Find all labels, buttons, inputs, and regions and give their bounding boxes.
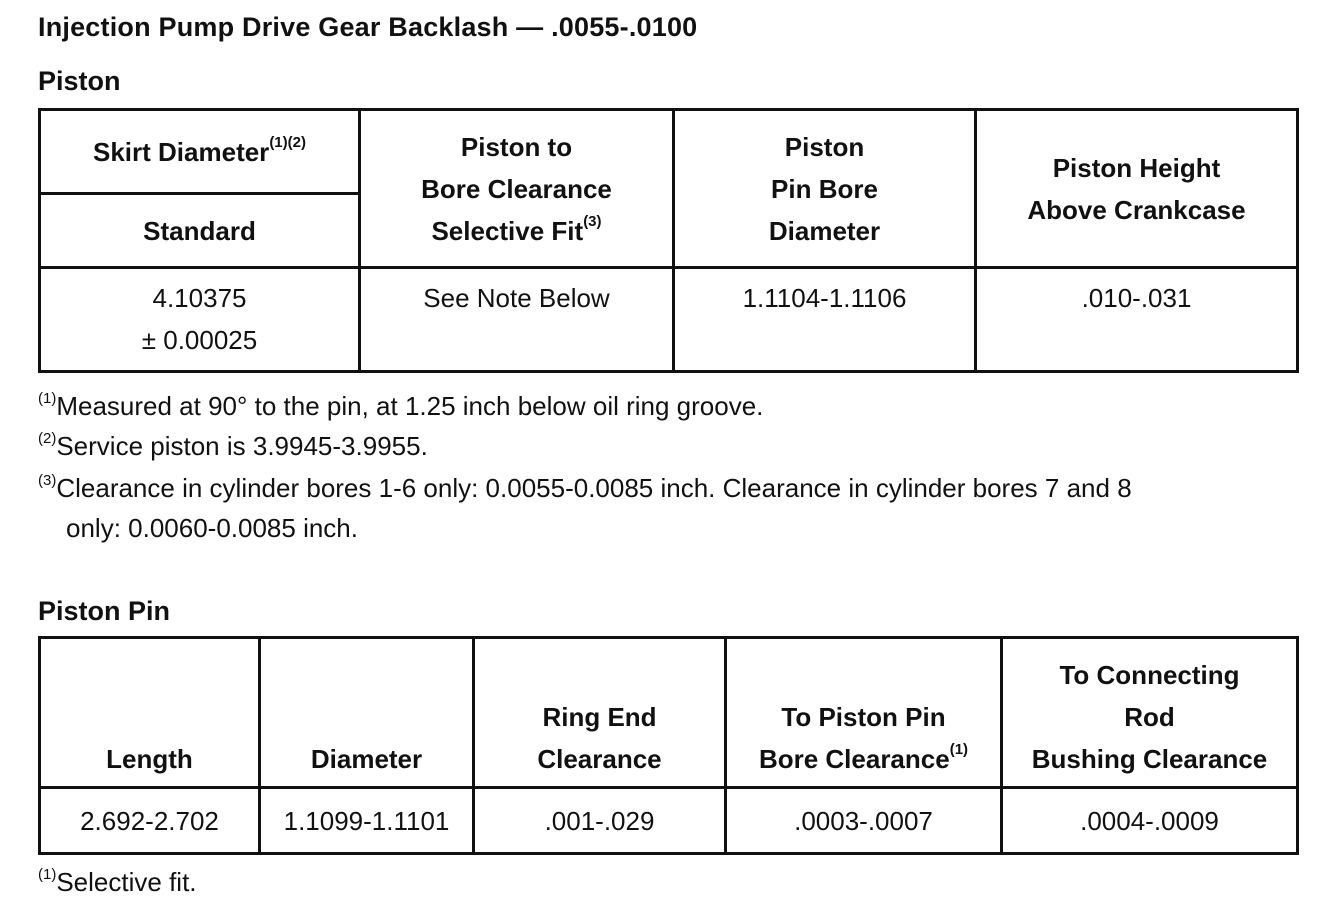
piston-pin-table	[38, 636, 1299, 855]
length-header: Length	[40, 638, 260, 788]
piston-table	[38, 108, 1299, 373]
page-title: Injection Pump Drive Gear Backlash — .0055-.0100	[38, 12, 698, 42]
piston-footnote-2: $^{(2)}$Service piston is 3.9945-3.9955.	[38, 430, 428, 461]
pin-bore-diameter-header: Piston Pin Bore Diameter	[674, 110, 976, 268]
piston-to-bore-header: Piston to Bore Clearance Selective Fit$^{(3)}$	[360, 110, 674, 268]
pin-bore-clearance-header: To Piston Pin Bore Clearance$^{(1)}$	[726, 638, 1002, 788]
standard-value: 4.10375 ± 0.00025	[40, 268, 360, 372]
ring-end-clearance-header: Ring End Clearance	[474, 638, 726, 788]
piston-height-value: .010-.031	[976, 268, 1298, 372]
piston-to-bore-value: See Note Below	[360, 268, 674, 372]
diameter-header: Diameter	[260, 638, 474, 788]
pin-bore-clearance-value: .0003-.0007	[726, 788, 1002, 854]
diameter-value: 1.1099-1.1101	[260, 788, 474, 854]
piston-pin-section-label: Piston Pin	[38, 596, 171, 626]
rod-bushing-clearance-header: To Connecting Rod Bushing Clearance	[1002, 638, 1298, 788]
pin-bore-diameter-value: 1.1104-1.1106	[674, 268, 976, 372]
piston-height-header: Piston Height Above Crankcase	[976, 110, 1298, 268]
piston-section-label: Piston	[38, 66, 121, 96]
skirt-diameter-header: Skirt Diameter$^{(1)(2)}$	[40, 110, 360, 194]
ring-end-clearance-value: .001-.029	[474, 788, 726, 854]
length-value: 2.692-2.702	[40, 788, 260, 854]
rod-bushing-clearance-value: .0004-.0009	[1002, 788, 1298, 854]
piston-footnote-3: $^{(3)}$Clearance in cylinder bores 1-6 only: 0.0055-0.0085 inch. Clearance in cylinder bores 7 and 8 only: 0.0060-0.0085 inch.	[38, 472, 1132, 543]
standard-header: Standard	[40, 194, 360, 268]
piston-footnote-1: $^{(1)}$Measured at 90° to the pin, at 1.25 inch below oil ring groove.	[38, 390, 764, 421]
piston-pin-footnote-1: $^{(1)}$Selective fit.	[38, 866, 197, 897]
